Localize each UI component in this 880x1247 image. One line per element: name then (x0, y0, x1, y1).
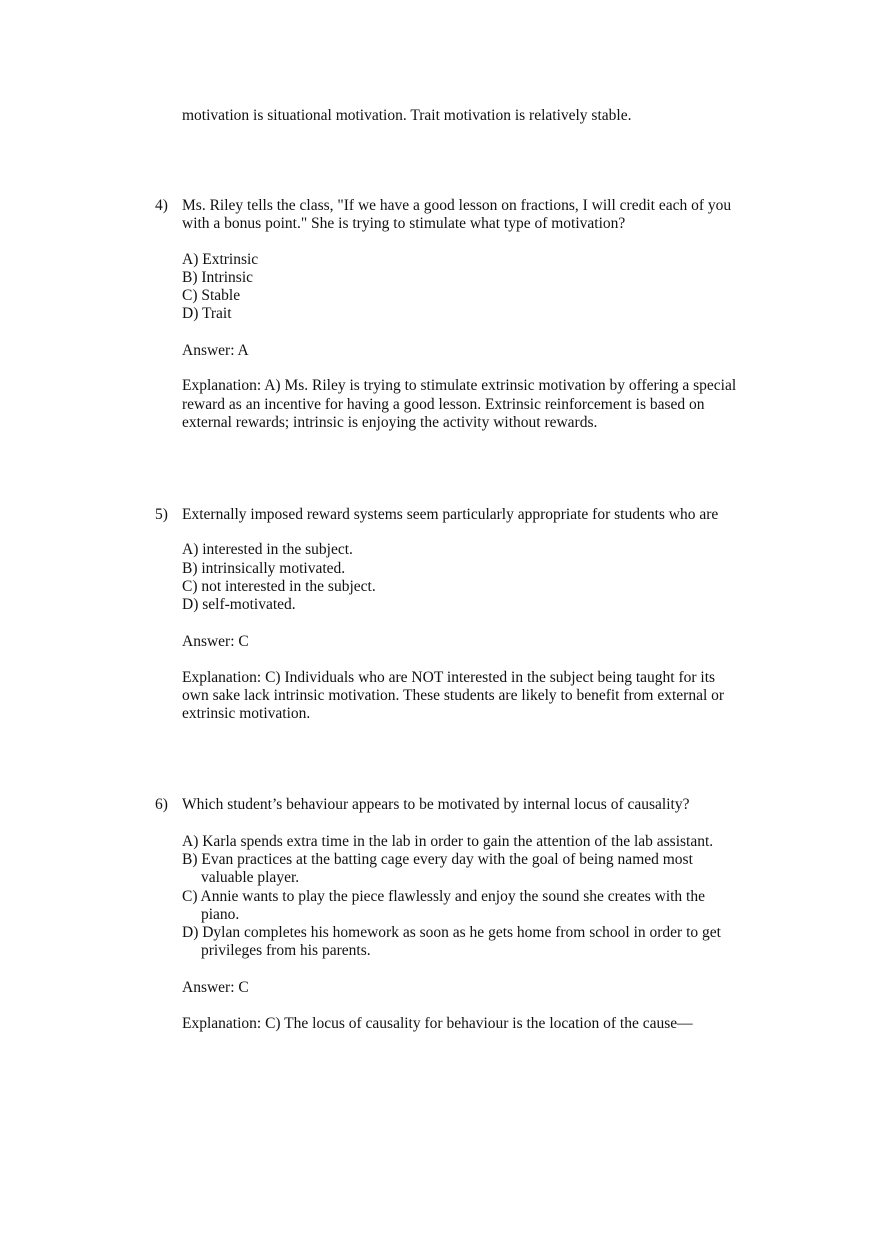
option-c: C) not interested in the subject. (182, 578, 376, 595)
answer: Answer: C (182, 633, 249, 650)
question-stem-line: Ms. Riley tells the class, "If we have a good lesson on fractions, I will credit each of you (182, 197, 732, 214)
option-a: A) Extrinsic (182, 251, 259, 268)
explanation-line: Explanation: C) The locus of causality for behaviour is the location of the cause— (182, 1015, 693, 1032)
answer: Answer: A (182, 342, 249, 359)
explanation-line: own sake lack intrinsic motivation. These students are likely to benefit from external or (182, 687, 725, 704)
option-c: C) Stable (182, 287, 241, 304)
question-stem-line: with a bonus point." She is trying to stimulate what type of motivation? (182, 215, 626, 232)
intro-text: motivation is situational motivation. Trait motivation is relatively stable. (182, 107, 632, 124)
option-b: B) Intrinsic (182, 269, 254, 286)
option-c-continuation: piano. (201, 906, 240, 923)
explanation-line: extrinsic motivation. (182, 705, 311, 722)
option-a: A) interested in the subject. (182, 541, 353, 558)
option-b-continuation: valuable player. (201, 869, 300, 886)
question-stem-line: Externally imposed reward systems seem particularly appropriate for students who are (182, 506, 719, 523)
question-number: 6) (155, 796, 168, 813)
option-b: B) Evan practices at the batting cage every day with the goal of being named most (182, 851, 693, 868)
option-d: D) Trait (182, 305, 232, 322)
answer: Answer: C (182, 979, 249, 996)
option-d-continuation: privileges from his parents. (201, 942, 371, 959)
explanation-line: Explanation: C) Individuals who are NOT interested in the subject being taught for its (182, 669, 716, 686)
explanation-line: Explanation: A) Ms. Riley is trying to stimulate extrinsic motivation by offering a special (182, 377, 737, 394)
option-a: A) Karla spends extra time in the lab in order to gain the attention of the lab assistant. (182, 833, 714, 850)
explanation-line: reward as an incentive for having a good lesson. Extrinsic reinforcement is based on (182, 396, 705, 413)
option-d: D) self-motivated. (182, 596, 296, 613)
question-stem-line: Which student’s behaviour appears to be motivated by internal locus of causality? (182, 796, 690, 813)
question-number: 4) (155, 197, 168, 214)
explanation-line: external rewards; intrinsic is enjoying the activity without rewards. (182, 414, 598, 431)
option-d: D) Dylan completes his homework as soon as he gets home from school in order to get (182, 924, 721, 941)
option-c: C) Annie wants to play the piece flawlessly and enjoy the sound she creates with the (182, 888, 705, 905)
option-b: B) intrinsically motivated. (182, 560, 346, 577)
question-number: 5) (155, 506, 168, 523)
